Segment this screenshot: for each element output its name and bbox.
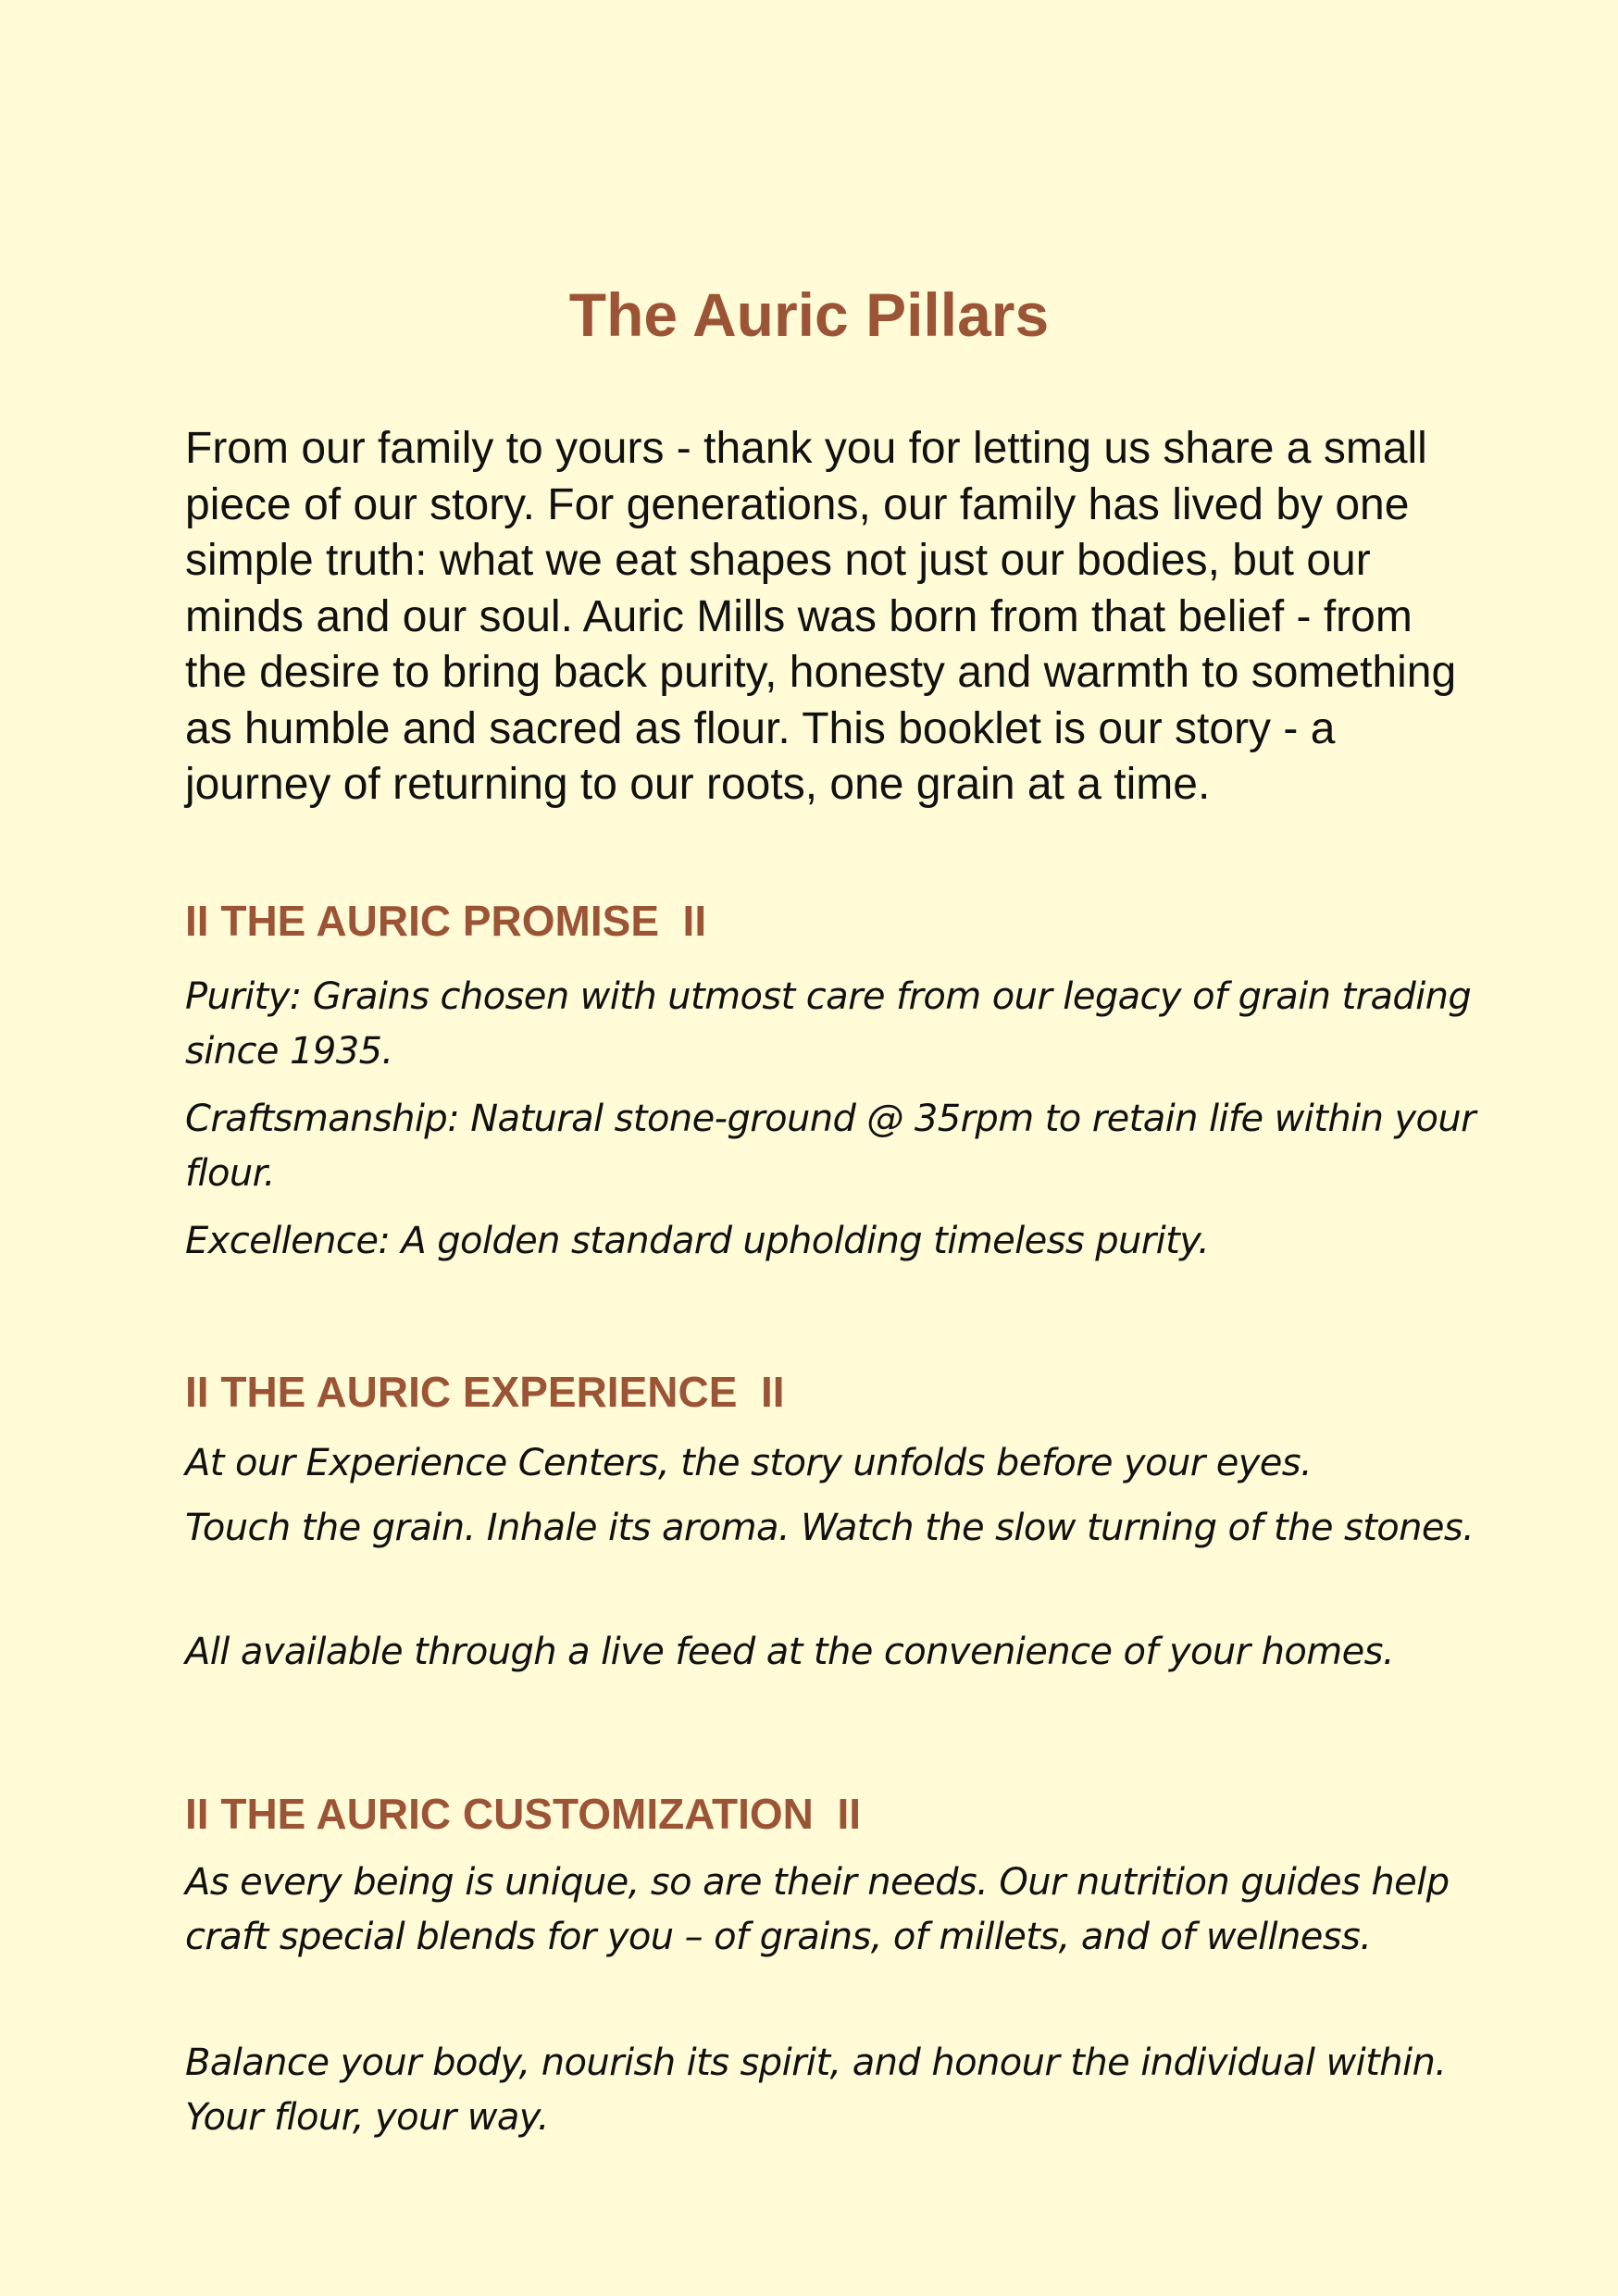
section-heading-promise: II THE AURIC PROMISE II (185, 897, 707, 945)
experience-touch-text: Touch the grain. Inhale its aroma. Watch the slow turning of the stones. (185, 1507, 1475, 1549)
intro-paragraph: From our family to yours - thank you for letting us share a small piece of our story. For generations, our family has lived by one simple truth: what we eat shapes not just our bodies, but our minds and our soul. Auric Mills was born from that belief - from the desire to bring back purity, honesty and warmth to something as humble and sacred as flour. This booklet is our story - a journey of returning to our roots, one grain at a time. (185, 424, 1457, 809)
section-heading-customization: II THE AURIC CUSTOMIZATION II (185, 1790, 862, 1838)
customization-blends-text: As every being is unique, so are their needs. Our nutrition guides help craft special blends for you – of grains, of millets, and of wellness. (185, 1861, 1450, 1958)
experience-live-feed-text: All available through a live feed at the convenience of your homes. (185, 1631, 1394, 1673)
page-title: The Auric Pillars (568, 280, 1050, 349)
customization-balance-text: Balance your body, nourish its spirit, and honour the individual within. Your flour, your way. (185, 2042, 1447, 2139)
section-heading-experience: II THE AURIC EXPERIENCE II (185, 1368, 785, 1416)
promise-craftsmanship-text: Craftsmanship: Natural stone-ground @ 35rpm to retain life within your flour. (185, 1098, 1476, 1195)
promise-purity-text: Purity: Grains chosen with utmost care from our legacy of grain trading since 1935. (185, 975, 1472, 1073)
experience-centers-text: At our Experience Centers, the story unfolds before your eyes. (185, 1442, 1313, 1484)
promise-excellence-text: Excellence: A golden standard upholding timeless purity. (185, 1220, 1210, 1262)
